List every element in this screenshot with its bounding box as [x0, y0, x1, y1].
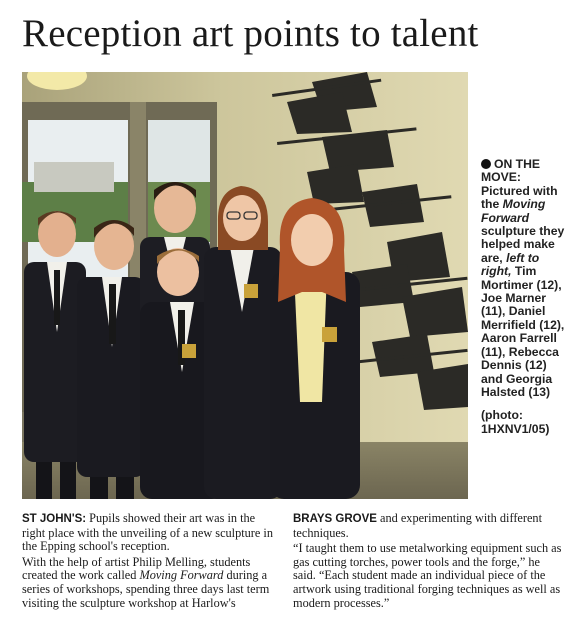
dateline: ST JOHN'S:	[22, 513, 87, 525]
photo-caption	[481, 158, 569, 436]
paragraph-2-text-a: With the help of artist Philip Melling, students created the work called	[22, 554, 251, 583]
paragraph-1-text: Pupils showed their art was in the right place with the unveiling of a new sculpture in the Epping school's reception.	[22, 511, 273, 554]
headline: Reception art points to talent	[22, 12, 479, 55]
bullet-icon	[481, 159, 491, 169]
caption-title: Moving Forward	[481, 197, 546, 225]
article-column-2	[293, 512, 563, 610]
caption-left-to-right: left to right,	[481, 250, 540, 279]
place-name: BRAYS GROVE	[293, 513, 377, 525]
caption-text-1: Pictured with the	[481, 183, 558, 212]
paragraph-3	[293, 512, 563, 540]
photo-illustration	[22, 72, 468, 499]
photo-credit: (photo: 1HXNV1/05)	[481, 408, 550, 436]
paragraph-1	[22, 512, 277, 554]
article-column-1	[22, 512, 277, 610]
paragraph-2-italic: Moving Forward	[139, 568, 224, 583]
caption-names: Tim Mortimer (12), Joe Marner (11), Daniel Merrifield (12), Aaron Farrell (11), Rebecca Dennis (12) and Georgia Halsted (13)	[481, 264, 565, 399]
news-photo	[22, 72, 468, 499]
caption-lead: ON THE MOVE:	[481, 157, 541, 185]
paragraph-2-text-b: during a series of workshops, spending three days last term visiting the sculpture workshop at Harlow's	[22, 568, 270, 610]
paragraph-3-text: and experimenting with different techniques.	[293, 511, 542, 540]
paragraph-4: “I taught them to use metalworking equipment such as gas cutting torches, power tools and the forge,” he said. “Each student made an individual piece of the artwork using traditional forging techniques as well as modern processes.”	[293, 541, 562, 610]
paragraph-2	[22, 556, 277, 610]
caption-text-2: sculpture they helped make are,	[481, 224, 565, 265]
